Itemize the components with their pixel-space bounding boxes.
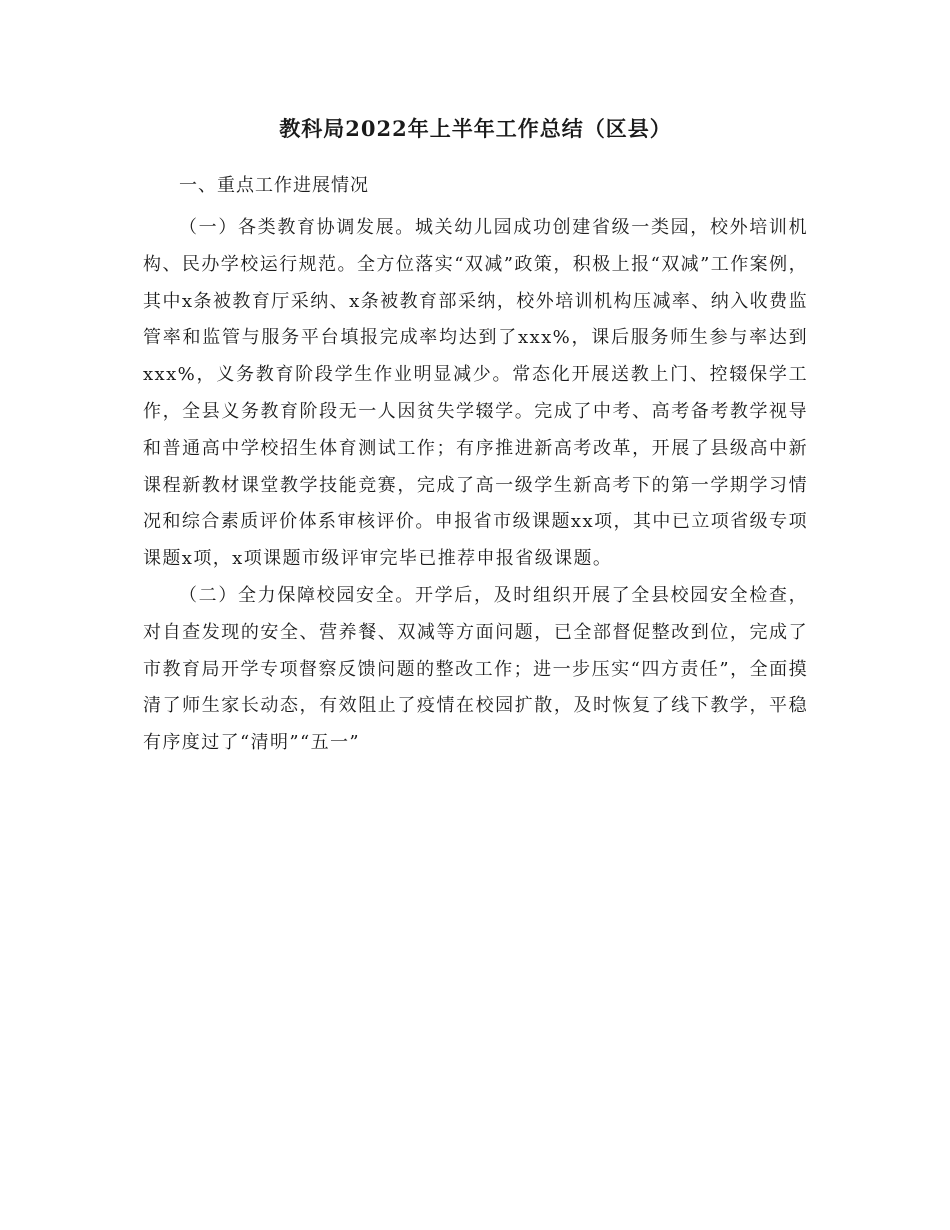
- paragraph-campus-safety: （二）全力保障校园安全。开学后，及时组织开展了全县校园安全检查，对自查发现的安全、营养餐、双减等方面问题，已全部督促整改到位，完成了市教育局开学专项督察反馈问题的整改工作；进一步压实“四方责任”，全面摸清了师生家长动态，有效阻止了疫情在校园扩散，及时恢复了线下教学，平稳有序度过了“清明”“五一”: [143, 584, 808, 754]
- document-title: 教科局2022年上半年工作总结（区县）: [279, 116, 672, 141]
- section-heading: 一、重点工作进展情况: [179, 175, 369, 196]
- paragraph-education-development: （一）各类教育协调发展。城关幼儿园成功创建省级一类园，校外培训机构、民办学校运行规范。全方位落实“双减”政策，积极上报“双减”工作案例，其中x条被教育厅采纳、x条被教育部采纳，校外培训机构压减率、纳入收费监管率和监管与服务平台填报完成率均达到了xxx%，课后服务师生参与率达到xxx%，义务教育阶段学生作业明显减少。常态化开展送教上门、控辍保学工作，全县义务教育阶段无一人因贫失学辍学。完成了中考、高考备考教学视导和普通高中学校招生体育测试工作；有序推进新高考改革，开展了县级高中新课程新教材课堂教学技能竞赛，完成了高一级学生新高考下的第一学期学习情况和综合素质评价体系审核评价。申报省市级课题xx项，其中已立项省级专项课题x项，x项课题市级评审完毕已推荐申报省级课题。: [143, 217, 808, 570]
- document-body: [143, 110, 808, 762]
